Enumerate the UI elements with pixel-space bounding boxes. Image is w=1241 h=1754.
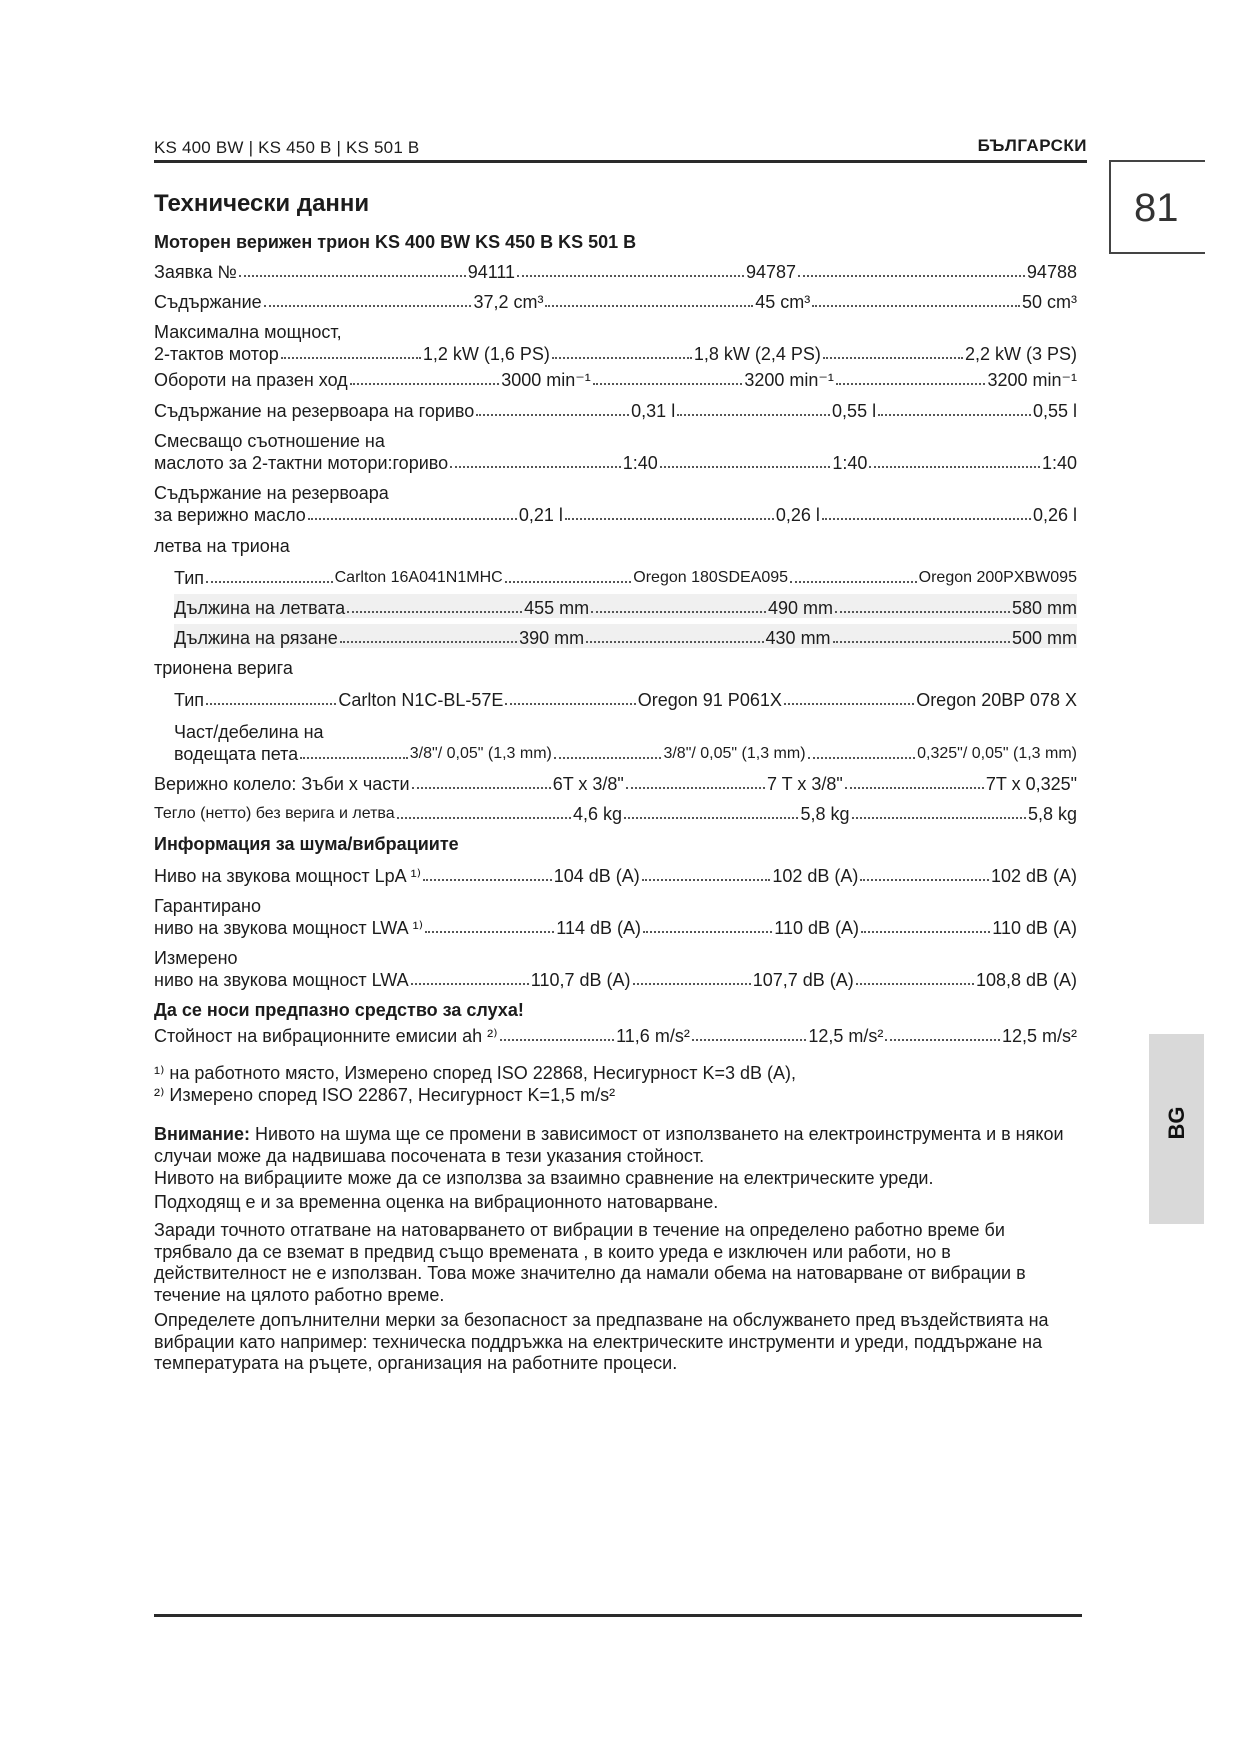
note-paragraph-3: Подходящ е и за временна оценка на вибрационното натоварване. xyxy=(154,1192,719,1212)
spec-label: Гарантирано xyxy=(154,896,261,916)
spec-value: 0,26 l xyxy=(1032,505,1077,525)
spec-value: Oregon 20BP 078 X xyxy=(916,690,1077,710)
spec-value: 37,2 cm³ xyxy=(473,292,544,312)
spec-value: 1:40 xyxy=(1041,453,1078,473)
spec-value: 108,8 dB (A) xyxy=(975,970,1078,990)
spec-value: 94111 xyxy=(467,262,516,282)
spec-value: 2,2 kW (3 PS) xyxy=(964,344,1077,364)
spec-label: Тип xyxy=(174,568,205,588)
spec-label: Съдържание на резервоара на гориво xyxy=(154,401,475,421)
spec-row-oil-tank xyxy=(154,501,1077,525)
spec-label: за верижно масло xyxy=(154,505,306,525)
spec-value: 1:40 xyxy=(622,453,658,473)
spec-value: 3200 min⁻¹ xyxy=(987,370,1078,390)
footnote-1: ¹⁾ на работното място, Измерено според ISO 22868, Несигурност K=3 dB (A), xyxy=(154,1063,797,1083)
spec-row-power xyxy=(154,340,1077,364)
spec-row-vibration xyxy=(154,1022,1077,1046)
spec-row-fuel-tank xyxy=(154,397,1077,421)
header-language: БЪЛГАРСКИ xyxy=(977,136,1087,155)
spec-label: Част/дебелина на xyxy=(174,722,324,742)
warning-paragraph xyxy=(154,1124,1086,1167)
spec-value: 110,7 dB (A) xyxy=(530,970,631,990)
spec-value: Oregon 91 P061X xyxy=(637,690,782,710)
spec-row-lwa-measured xyxy=(154,966,1077,990)
spec-row-bar-length xyxy=(174,594,1077,618)
spec-value: 94787 xyxy=(745,262,797,282)
spec-value: Oregon 180SDEA095 xyxy=(633,569,789,586)
spec-row-sprocket xyxy=(154,770,1077,794)
spec-value: 455 mm xyxy=(524,598,590,618)
spec-label: водещата пета xyxy=(174,744,299,764)
spec-value: 11,6 m/s² xyxy=(616,1026,690,1046)
spec-value: 107,7 dB (A) xyxy=(752,970,854,990)
spec-label: ниво на звукова мощност LWA ¹⁾ xyxy=(154,918,424,938)
spec-value: Oregon 200PXBW095 xyxy=(918,569,1077,586)
spec-label: Верижно колело: Зъби x части xyxy=(154,774,410,794)
ear-protection-notice: Да се носи предпазно средство за слуха! xyxy=(154,1000,524,1020)
spec-label: Смесващо съотношение на xyxy=(154,431,385,451)
spec-value: Carlton N1C-BL-57E xyxy=(338,690,504,710)
spec-row-cut-length xyxy=(174,624,1077,648)
spec-value: 0,325"/ 0,05" (1,3 mm) xyxy=(917,745,1077,762)
spec-value: 390 mm xyxy=(519,628,585,648)
spec-value: 3000 min⁻¹ xyxy=(501,370,591,390)
spec-subtitle: Моторен верижен трион KS 400 BW KS 450 B KS 501 B xyxy=(154,232,637,252)
header-models: KS 400 BW | KS 450 B | KS 501 B xyxy=(154,138,420,157)
spec-value: 4,6 kg xyxy=(573,804,623,824)
spec-value: 102 dB (A) xyxy=(772,866,859,886)
noise-heading: Информация за шума/вибрациите xyxy=(154,834,459,854)
spec-label: Измерено xyxy=(154,948,238,968)
spec-value: 3200 min⁻¹ xyxy=(744,370,834,390)
warning-label: Внимание: xyxy=(154,1124,250,1144)
spec-label: Съдържание xyxy=(154,292,262,312)
spec-value: 1:40 xyxy=(832,453,868,473)
spec-value: 0,31 l xyxy=(631,401,676,421)
spec-label: Максимална мощност, xyxy=(154,322,342,342)
spec-row-lwa-guaranteed xyxy=(154,914,1077,938)
section-bar-heading: летва на триона xyxy=(154,536,290,556)
spec-value: 500 mm xyxy=(1011,628,1077,648)
spec-label: маслото за 2-тактни мотори:гориво xyxy=(154,453,449,473)
spec-value: 0,21 l xyxy=(518,505,563,525)
spec-row-mix-ratio xyxy=(154,449,1077,473)
spec-value: 50 cm³ xyxy=(1021,292,1077,312)
note-paragraph-5: Определете допълнителни мерки за безопасност за предпазване на обслужването пред въздействията на вибрации като например: техническа поддръжка на електрическите инструменти и уреди, поддържане на температурата на ръцете, организация на работните процеси. xyxy=(154,1310,1049,1373)
note-paragraph-2: Нивото на вибрациите може да се използва за взаимно сравнение на електрическите уреди. xyxy=(154,1168,934,1188)
spec-value: 104 dB (A) xyxy=(553,866,640,886)
spec-row-weight xyxy=(154,800,1077,824)
spec-row-capacity xyxy=(154,288,1077,312)
spec-label: Съдържание на резервоара xyxy=(154,483,389,503)
spec-label: ниво на звукова мощност LWA xyxy=(154,970,409,990)
spec-row-idle-speed xyxy=(154,366,1077,390)
footnote-2: ²⁾ Измерено според ISO 22867, Несигурност K=1,5 m/s² xyxy=(154,1085,616,1105)
warning-text: Нивото на шума ще се промени в зависимост от използването на електроинструмента и в някои случаи може да надвишава посочената в тези указания стойност. xyxy=(154,1124,1064,1166)
spec-row-bar-type xyxy=(174,564,1077,588)
spec-value: 580 mm xyxy=(1011,598,1077,618)
note-paragraph-4: Заради точното отгатване на натоварването от вибрации в течение на определено работно време би трябвало да се вземат в предвид също времената , в които уреда е изключен или работи, но в действителност не е използван. Това може значително да намали обема на натоварване от вибрации в течение на цялото работно време. xyxy=(154,1220,1026,1305)
spec-label: 2-тактов мотор xyxy=(154,344,279,364)
spec-value: 110 dB (A) xyxy=(992,918,1078,938)
spec-value: 110 dB (A) xyxy=(774,918,860,938)
spec-value: 6T x 3/8" xyxy=(552,774,624,794)
spec-label: Стойност на вибрационните емисии ah ²⁾ xyxy=(154,1026,498,1046)
spec-row-chain-type xyxy=(174,686,1077,710)
spec-value: 430 mm xyxy=(765,628,831,648)
language-side-tab-label: BG xyxy=(1164,1106,1189,1140)
spec-label: Дължина на летвата xyxy=(174,598,346,618)
spec-row-order-no xyxy=(154,258,1077,282)
spec-value: 94788 xyxy=(1026,262,1077,282)
page-number: 81 xyxy=(1134,186,1179,230)
spec-value: 0,26 l xyxy=(775,505,820,525)
spec-value: 1,8 kW (2,4 PS) xyxy=(693,344,821,364)
spec-value: 12,5 m/s² xyxy=(808,1026,884,1046)
section-chain-heading: трионена верига xyxy=(154,658,293,678)
spec-value: 0,55 l xyxy=(1032,401,1077,421)
spec-value: 3/8"/ 0,05" (1,3 mm) xyxy=(409,745,552,762)
spec-value: Carlton 16A041N1MHC xyxy=(334,569,503,586)
spec-label: Заявка № xyxy=(154,262,237,282)
spec-value: 7 T x 3/8" xyxy=(766,774,843,794)
spec-value: 5,8 kg xyxy=(1027,804,1077,824)
footer-divider xyxy=(154,1614,1082,1617)
spec-value: 114 dB (A) xyxy=(556,918,642,938)
spec-row-lpa xyxy=(154,862,1077,886)
spec-value: 5,8 kg xyxy=(800,804,850,824)
spec-row-pitch xyxy=(174,740,1077,764)
spec-label: Дължина на рязане xyxy=(174,628,338,648)
spec-value: 7T x 0,325" xyxy=(985,774,1078,794)
spec-value: 490 mm xyxy=(768,598,834,618)
spec-value: 102 dB (A) xyxy=(990,866,1077,886)
spec-label: Тегло (нетто) без верига и летва xyxy=(154,805,395,822)
spec-value: 1,2 kW (1,6 PS) xyxy=(422,344,550,364)
spec-label: Тип xyxy=(174,690,205,710)
header-divider xyxy=(154,160,1087,163)
page-title: Технически данни xyxy=(154,190,370,217)
spec-label: Обороти на празен ход xyxy=(154,370,348,390)
spec-value: 3/8"/ 0,05" (1,3 mm) xyxy=(663,745,806,762)
spec-value: 0,55 l xyxy=(832,401,877,421)
spec-label: Ниво на звукова мощност LpA ¹⁾ xyxy=(154,866,422,886)
spec-value: 45 cm³ xyxy=(755,292,811,312)
spec-value: 12,5 m/s² xyxy=(1001,1026,1077,1046)
